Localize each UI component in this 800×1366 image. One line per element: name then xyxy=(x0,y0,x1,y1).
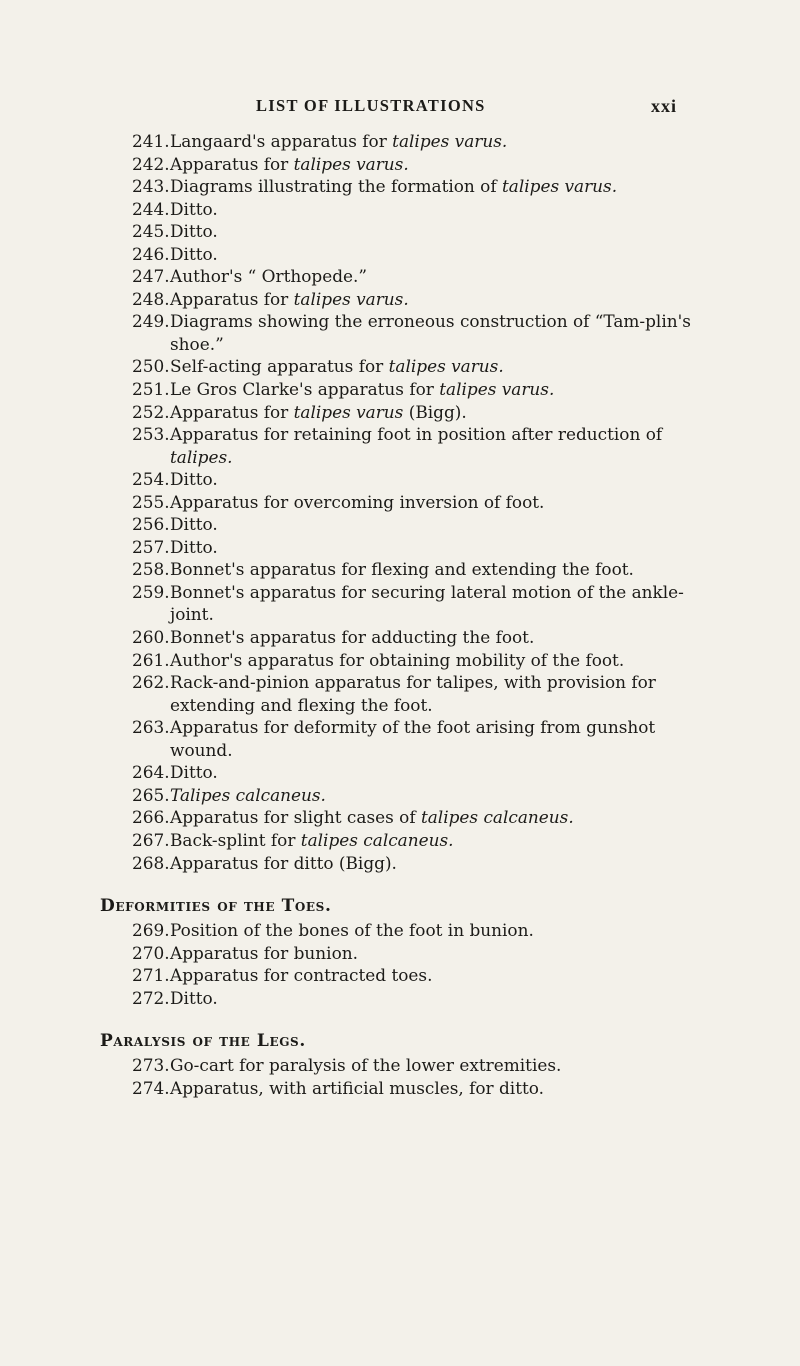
list-item xyxy=(132,716,710,761)
caption-text: Le Gros Clarke's apparatus for xyxy=(170,379,440,400)
caption-text: (Bigg). xyxy=(403,401,467,422)
list-item xyxy=(132,581,710,626)
list-item xyxy=(132,243,710,266)
illustration-list xyxy=(0,130,800,1099)
figure-number: 242. xyxy=(132,153,170,174)
caption-italic-text: talipes varus. xyxy=(293,288,409,309)
list-item xyxy=(132,1054,710,1077)
section-heading xyxy=(100,894,800,918)
list-item xyxy=(132,829,710,852)
figure-number: 262. xyxy=(132,672,170,693)
caption-italic-text: talipes varus xyxy=(293,401,404,422)
caption-italic-text: talipes varus. xyxy=(501,176,618,197)
list-item xyxy=(132,491,710,514)
list-item xyxy=(132,964,710,987)
figure-number: 252. xyxy=(132,401,170,422)
page-number: xxi xyxy=(651,96,678,116)
caption-text: Apparatus for contracted toes. xyxy=(170,965,433,986)
list-item xyxy=(132,671,710,716)
figure-number: 264. xyxy=(132,762,170,783)
list-item xyxy=(132,423,710,468)
caption-italic-text: talipes calcaneus. xyxy=(420,807,574,828)
figure-number: 257. xyxy=(132,536,170,557)
section-heading-text: Paralysis of the Legs. xyxy=(100,1031,306,1052)
list-item xyxy=(132,536,710,559)
figure-number: 271. xyxy=(132,965,170,986)
list-item xyxy=(132,761,710,784)
running-head: LIST OF ILLUSTRATIONS xyxy=(256,96,486,115)
list-item xyxy=(132,130,710,153)
caption-text: Ditto. xyxy=(170,536,218,557)
figure-number: 273. xyxy=(132,1055,170,1076)
figure-number: 246. xyxy=(132,243,170,264)
caption-italic-text: talipes varus. xyxy=(439,379,555,400)
caption-text: Ditto. xyxy=(170,469,218,490)
list-item xyxy=(132,220,710,243)
figure-number: 244. xyxy=(132,198,170,219)
caption-text: Diagrams illustrating the formation of xyxy=(170,176,502,197)
list-item xyxy=(132,558,710,581)
caption-text: Ditto. xyxy=(170,987,218,1008)
list-item xyxy=(132,806,710,829)
caption-text: Apparatus for overcoming inversion of foot. xyxy=(170,491,545,512)
list-item xyxy=(132,468,710,491)
caption-text: Ditto. xyxy=(170,198,218,219)
caption-text: Apparatus for xyxy=(170,153,294,174)
caption-text: Apparatus for retaining foot in position after reduction of xyxy=(170,424,663,445)
figure-number: 248. xyxy=(132,288,170,309)
caption-italic-text: Talipes calcaneus. xyxy=(170,784,326,805)
figure-number: 241. xyxy=(132,131,170,151)
figure-number: 268. xyxy=(132,852,170,873)
caption-text: Ditto. xyxy=(170,221,218,242)
section-heading-text: Deformities of the Toes. xyxy=(100,896,332,917)
figure-number: 256. xyxy=(132,514,170,535)
caption-text: Rack-and-pinion apparatus for talipes, with provision for extending and flexing the foot. xyxy=(170,672,656,715)
list-item xyxy=(132,401,710,424)
caption-text: Diagrams showing the erroneous construction of “Tam-plin's shoe.” xyxy=(170,311,691,354)
figure-number: 261. xyxy=(132,649,170,670)
caption-text: Apparatus for slight cases of xyxy=(170,807,421,828)
caption-text: Bonnet's apparatus for flexing and extending the foot. xyxy=(170,559,634,580)
figure-number: 247. xyxy=(132,266,170,287)
list-item xyxy=(132,649,710,672)
caption-text: Ditto. xyxy=(170,514,218,535)
caption-text: Apparatus for ditto (Bigg). xyxy=(170,852,397,873)
page-header xyxy=(0,96,800,120)
list-item xyxy=(132,288,710,311)
figure-number: 259. xyxy=(132,581,170,602)
caption-text: Ditto. xyxy=(170,762,218,783)
figure-number: 245. xyxy=(132,221,170,242)
list-item xyxy=(132,355,710,378)
caption-italic-text: talipes. xyxy=(170,446,233,467)
list-item xyxy=(132,310,710,355)
caption-text: Go-cart for paralysis of the lower extremities. xyxy=(170,1055,562,1076)
figure-number: 269. xyxy=(132,920,170,941)
list-item xyxy=(132,784,710,807)
caption-text: Ditto. xyxy=(170,243,218,264)
caption-italic-text: talipes varus. xyxy=(392,131,508,151)
caption-text: Position of the bones of the foot in bunion. xyxy=(170,920,534,941)
list-item xyxy=(132,175,710,198)
figure-number: 270. xyxy=(132,942,170,963)
figure-number: 251. xyxy=(132,379,170,400)
caption-text: Author's apparatus for obtaining mobility of the foot. xyxy=(170,649,625,670)
figure-number: 267. xyxy=(132,829,170,850)
figure-number: 263. xyxy=(132,717,170,738)
list-item xyxy=(132,919,710,942)
figure-number: 255. xyxy=(132,491,170,512)
list-item xyxy=(132,265,710,288)
caption-text: Back-splint for xyxy=(170,829,301,850)
figure-number: 260. xyxy=(132,627,170,648)
list-item xyxy=(132,153,710,176)
caption-text: Langaard's apparatus for xyxy=(170,131,393,151)
caption-text: Apparatus for xyxy=(170,401,294,422)
caption-text: Apparatus for xyxy=(170,288,294,309)
list-item xyxy=(132,942,710,965)
list-item xyxy=(132,1077,710,1100)
figure-number: 250. xyxy=(132,356,170,377)
figure-number: 253. xyxy=(132,424,170,445)
caption-text: Apparatus for bunion. xyxy=(170,942,358,963)
caption-text: Bonnet's apparatus for securing lateral motion of the ankle-joint. xyxy=(170,581,684,625)
caption-text: Bonnet's apparatus for adducting the foot. xyxy=(170,627,535,648)
list-item xyxy=(132,852,710,875)
list-item xyxy=(132,198,710,221)
figure-number: 258. xyxy=(132,559,170,580)
figure-number: 243. xyxy=(132,176,170,197)
figure-number: 254. xyxy=(132,469,170,490)
figure-number: 265. xyxy=(132,784,170,805)
caption-text: Apparatus, with artificial muscles, for ditto. xyxy=(170,1077,545,1098)
caption-text: Self-acting apparatus for xyxy=(170,356,389,377)
list-item xyxy=(132,626,710,649)
caption-text: Author's “ Orthopede.” xyxy=(170,266,368,287)
list-item xyxy=(132,378,710,401)
list-item xyxy=(132,513,710,536)
section-heading xyxy=(100,1029,800,1053)
figure-number: 249. xyxy=(132,311,170,332)
figure-number: 266. xyxy=(132,807,170,828)
list-item xyxy=(132,987,710,1010)
caption-italic-text: talipes varus. xyxy=(293,153,409,174)
caption-italic-text: talipes calcaneus. xyxy=(300,829,454,850)
figure-number: 274. xyxy=(132,1077,170,1098)
caption-italic-text: talipes varus. xyxy=(388,356,504,377)
figure-number: 272. xyxy=(132,987,170,1008)
caption-text: Apparatus for deformity of the foot arising from gunshot wound. xyxy=(170,717,656,760)
